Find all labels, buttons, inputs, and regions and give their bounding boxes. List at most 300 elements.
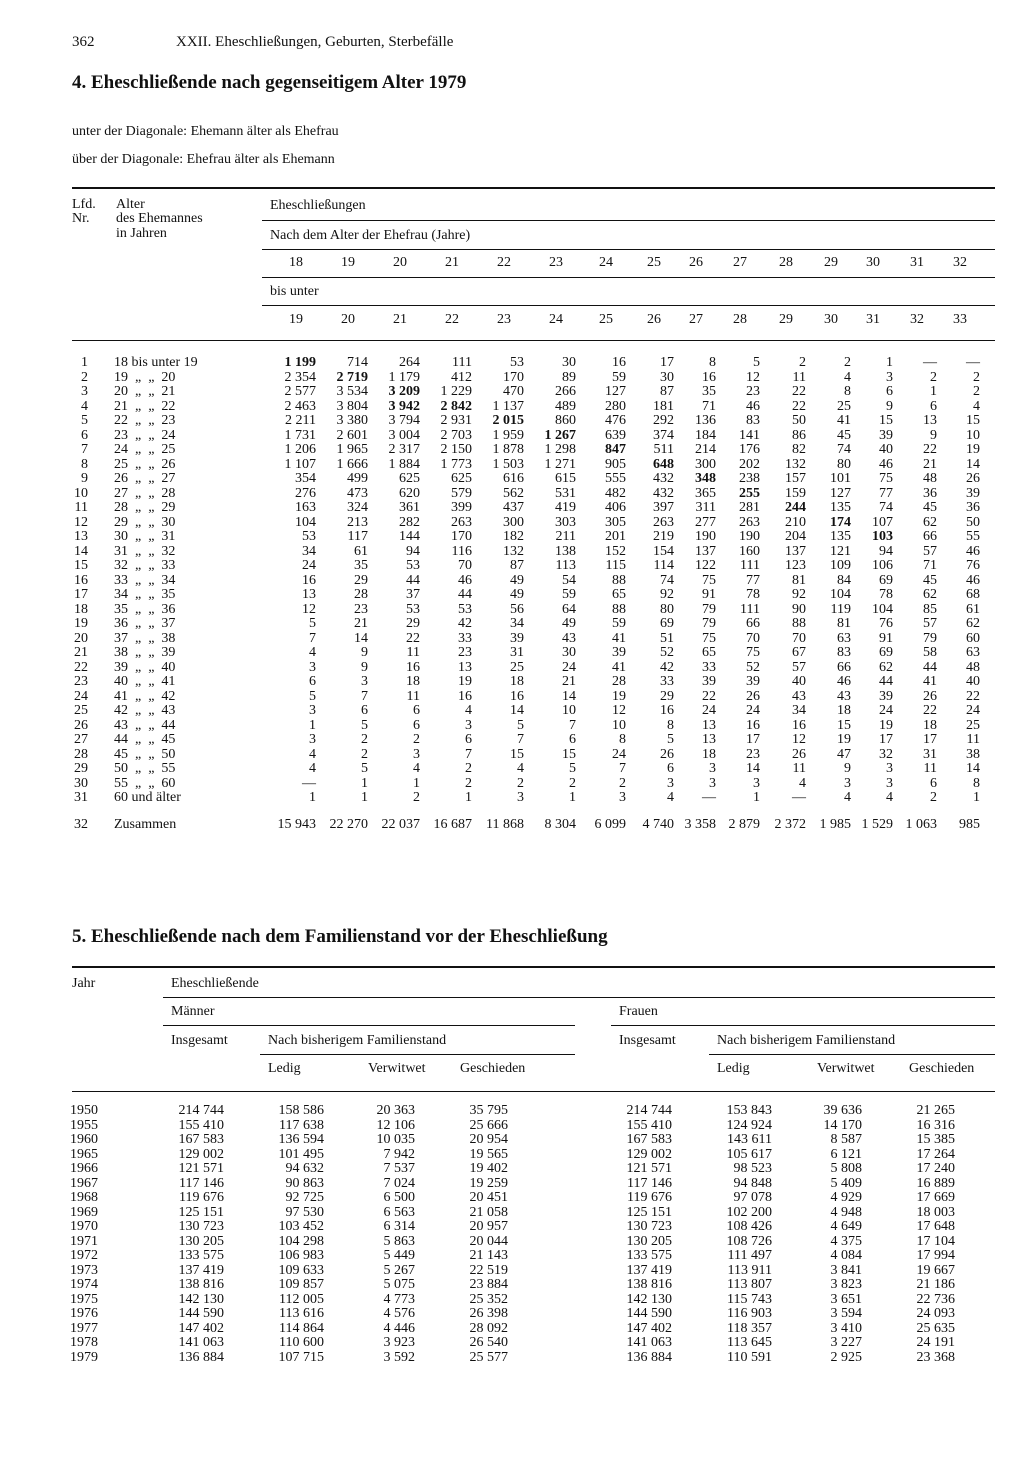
table4-cell: 14 (510, 703, 524, 718)
table4-cell: 45 (923, 572, 937, 588)
table4-row-age: 36 „ „ 37 (114, 616, 176, 631)
table4-cell: 116 (451, 543, 472, 559)
table4-head-bottom-rule (72, 340, 995, 341)
table4-row-age: 39 „ „ 40 (114, 659, 176, 675)
table4-cell: 10 (612, 717, 626, 733)
table4-row-nr: 25 (74, 703, 88, 718)
table4-cell: 33 (660, 674, 674, 689)
table4-cell: 6 (465, 732, 472, 747)
table4-cell: 113 (555, 558, 576, 573)
table4-cell: 419 (555, 500, 576, 515)
table4-cell: 16 (792, 717, 806, 733)
table4-cell: 92 (792, 587, 806, 602)
table4-cell: 78 (746, 587, 760, 602)
table5-head-jahr: Jahr (72, 976, 96, 991)
table4-cell: 1 (309, 790, 316, 805)
table5-row-year: 1977 (70, 1320, 98, 1336)
table4-cell: 5 (517, 717, 524, 733)
table4-cell: 4 (973, 398, 980, 414)
table5-cell-f: 108 726 (726, 1233, 772, 1249)
table4-cell: 67 (792, 645, 806, 660)
table4-row-age: 18 bis unter 19 (114, 355, 198, 370)
table4-cell: 123 (785, 558, 806, 573)
table5-cell-m: 130 723 (178, 1219, 224, 1234)
table4-cell: 104 (830, 587, 851, 602)
table4-cell: 24 (746, 703, 760, 718)
table4-age-from-cell: 27 (733, 255, 747, 270)
table4-cell: 79 (702, 616, 716, 631)
table4-row-nr: 23 (74, 674, 88, 689)
table4-cell: 26 (792, 746, 806, 762)
table5-cell-f: 17 264 (916, 1146, 955, 1162)
table4-cell: 25 (966, 717, 980, 733)
table4-cell: 62 (966, 616, 980, 631)
table4-cell: 53 (302, 529, 316, 544)
table4-cell: 184 (695, 427, 716, 443)
table4-cell: 82 (792, 442, 806, 457)
table4-cell: 6 (569, 732, 576, 747)
table5-cell-f: 143 611 (727, 1132, 772, 1147)
table4-cell: 210 (785, 514, 806, 530)
table4-cell: 23 (354, 601, 368, 617)
table5-cell-m: 114 864 (279, 1320, 324, 1336)
table4-head-group: Eheschließungen (270, 198, 366, 213)
table5-cell-m: 5 863 (383, 1233, 415, 1249)
table5-cell-f: 14 170 (823, 1117, 862, 1133)
table4-cell: 16 (302, 572, 316, 588)
table4-cell: 78 (879, 587, 893, 602)
table4-cell: 276 (295, 485, 316, 501)
table4-cell: 190 (695, 529, 716, 544)
table4-row-age: 19 „ „ 20 (114, 369, 176, 385)
table4-cell: 470 (503, 384, 524, 399)
table4-cell: 3 (361, 674, 368, 689)
table4-cell: 14 (354, 630, 368, 646)
table5-cell-m: 167 583 (178, 1132, 224, 1147)
table4-cell: 311 (695, 500, 716, 515)
table4-cell: 25 (837, 398, 851, 414)
table4-head-bis-unter: bis unter (270, 284, 319, 299)
table4-cell: 19 (458, 674, 472, 689)
table4-cell: 107 (872, 514, 893, 530)
table4-cell: 45 (923, 500, 937, 515)
table4-cell: 2 (844, 355, 851, 370)
table4-cell: 214 (695, 442, 716, 457)
table4-cell: 213 (347, 514, 368, 530)
table5-row-year: 1976 (70, 1306, 98, 1321)
table4-cell: 101 (830, 471, 851, 486)
table4-cell: 70 (792, 630, 806, 646)
table4-rule-1 (262, 220, 995, 221)
table4-row-nr: 24 (74, 688, 88, 704)
table4-cell: 847 (605, 442, 626, 457)
table4-cell: 48 (966, 659, 980, 675)
table4-row-nr: 22 (74, 659, 88, 675)
table5-rule-1 (163, 997, 995, 998)
table4-cell: 12 (302, 601, 316, 617)
table5-cell-f: 3 410 (830, 1320, 862, 1336)
table4-cell: 87 (510, 558, 524, 573)
table5-cell-m: 144 590 (178, 1306, 224, 1321)
table4-age-from-cell: 18 (289, 255, 303, 270)
table4-cell: 6 (413, 717, 420, 733)
table4-cell: 3 380 (336, 413, 368, 428)
table4-row-age: 25 „ „ 26 (114, 456, 176, 472)
table5-cell-m: 214 744 (178, 1103, 224, 1118)
table4-cell: 25 (510, 659, 524, 675)
table4-row-nr: 16 (74, 572, 88, 588)
table4-age-from-cell: 24 (599, 255, 613, 270)
table4-head-lfd: Lfd. (72, 197, 96, 212)
table4-cell: 4 (309, 761, 316, 776)
table4-cell: 94 (406, 543, 420, 559)
table4-cell: 57 (923, 543, 937, 559)
table4-cell: 616 (503, 471, 524, 486)
table4-cell: 16 (510, 688, 524, 704)
table4-cell: 26 (660, 746, 674, 762)
table5-cell-f: 17 669 (916, 1190, 955, 1205)
table4-cell: 2 354 (284, 369, 316, 385)
table5-cell-f: 39 636 (823, 1103, 862, 1118)
table4-cell: 3 (709, 775, 716, 791)
table4-cell: 28 (612, 674, 626, 689)
table4-head-alter-2: des Ehemannes (116, 211, 203, 226)
table4-age-from-cell: 19 (341, 255, 355, 270)
table5-cell-m: 142 130 (178, 1291, 224, 1307)
table4-cell: 6 (930, 775, 937, 791)
table4-cell: 2 (413, 790, 420, 805)
table4-total-cell: 4 740 (642, 817, 674, 832)
table4-cell: 7 (361, 688, 368, 704)
table5-cell-m: 25 352 (469, 1291, 508, 1307)
table5-head-nach-m: Nach bisherigem Familienstand (268, 1033, 447, 1048)
table4-cell: 1 (465, 790, 472, 805)
table4-cell: 46 (966, 572, 980, 588)
table5-head-insgesamt-m: Insgesamt (171, 1033, 228, 1048)
table4-row-nr: 6 (81, 427, 88, 443)
table4-cell: 263 (739, 514, 760, 530)
table4-cell: 70 (458, 558, 472, 573)
table5-cell-f: 125 151 (626, 1204, 672, 1220)
table4-cell: 40 (792, 674, 806, 689)
table4-cell: 489 (555, 398, 576, 414)
table4-total-cell: 2 372 (774, 817, 806, 832)
table5-row-year: 1979 (70, 1349, 98, 1365)
table5-row-year: 1969 (70, 1204, 98, 1220)
table5-cell-m: 158 586 (278, 1103, 324, 1118)
table4-cell: 16 (660, 703, 674, 718)
table4-cell: 9 (886, 398, 893, 414)
table4-cell: 282 (399, 514, 420, 530)
table4-cell: 4 (799, 775, 806, 791)
table4-rule-4 (262, 305, 995, 306)
table4-total-cell: 11 868 (486, 817, 524, 832)
table4-cell: 5 (753, 355, 760, 370)
table4-cell: 83 (837, 645, 851, 660)
table4-note-below: unter der Diagonale: Ehemann älter als Ehefrau (72, 124, 339, 139)
table5-cell-f: 113 911 (727, 1262, 772, 1278)
table4-row-age: 20 „ „ 21 (114, 384, 176, 399)
table4-cell: 42 (458, 616, 472, 631)
table5-cell-m: 3 923 (383, 1335, 415, 1350)
table4-cell: 160 (739, 543, 760, 559)
table4-cell: 374 (653, 427, 674, 443)
table4-cell: 85 (923, 601, 937, 617)
table5-cell-m: 3 592 (383, 1349, 415, 1365)
table4-cell: — (923, 355, 937, 370)
table4-cell: 579 (451, 485, 472, 501)
table4-cell: 174 (830, 514, 851, 530)
table4-cell: — (302, 775, 316, 791)
table4-cell: 22 (792, 398, 806, 414)
table4-row-age: 33 „ „ 34 (114, 572, 176, 588)
table5-cell-m: 4 773 (383, 1291, 415, 1307)
table4-cell: 92 (660, 587, 674, 602)
table5-cell-m: 112 005 (279, 1291, 324, 1307)
table4-cell: 13 (702, 732, 716, 747)
table4-cell: 46 (966, 543, 980, 559)
table4-cell: 2 463 (284, 398, 316, 414)
table4-age-from-cell: 26 (689, 255, 703, 270)
table5-cell-f: 117 146 (627, 1175, 672, 1191)
table5-cell-m: 136 884 (178, 1349, 224, 1365)
table5-cell-f: 19 667 (916, 1262, 955, 1278)
table4-cell: 34 (792, 703, 806, 718)
table5-cell-f: 115 743 (727, 1291, 772, 1307)
table5-cell-m: 109 633 (278, 1262, 324, 1278)
table4-cell: 4 (844, 369, 851, 385)
table4-age-to-cell: 21 (393, 312, 407, 327)
table4-cell: 8 (844, 384, 851, 399)
table5-cell-f: 21 265 (916, 1103, 955, 1118)
table5-cell-f: 17 104 (916, 1233, 955, 1249)
table4-cell: 33 (702, 659, 716, 675)
table4-cell: 59 (562, 587, 576, 602)
table4-cell: 77 (746, 572, 760, 588)
table5-cell-m: 26 398 (469, 1306, 508, 1321)
table4-cell: 91 (702, 587, 716, 602)
table4-cell: 74 (879, 500, 893, 515)
table4-row-age: 22 „ „ 23 (114, 413, 176, 428)
table5-cell-m: 133 575 (178, 1248, 224, 1263)
table5-cell-m: 20 954 (469, 1132, 508, 1147)
table4-row-nr: 21 (74, 645, 88, 660)
table4-cell: 18 (510, 674, 524, 689)
table4-cell: 51 (660, 630, 674, 646)
table4-cell: 49 (510, 587, 524, 602)
table4-cell: 49 (510, 572, 524, 588)
table4-cell: 48 (923, 471, 937, 486)
table4-row-age: 55 „ „ 60 (114, 775, 176, 791)
table4-title: 4. Eheschließende nach gegenseitigem Alter 1979 (72, 72, 467, 93)
table5-cell-f: 130 205 (626, 1233, 672, 1249)
table5-cell-f: 110 591 (727, 1349, 772, 1365)
table4-cell: 74 (660, 572, 674, 588)
table4-cell: 30 (562, 645, 576, 660)
table4-cell: 3 (309, 732, 316, 747)
table4-cell: 22 (406, 630, 420, 646)
table5-cell-m: 35 795 (469, 1103, 508, 1118)
table4-age-to-cell: 22 (445, 312, 459, 327)
table4-cell: 41 (837, 413, 851, 428)
table4-cell: 144 (399, 529, 420, 544)
table5-cell-f: 3 823 (830, 1277, 862, 1292)
table4-cell: 2 719 (336, 369, 368, 385)
table4-age-to-cell: 26 (647, 312, 661, 327)
table4-cell: 1 965 (336, 442, 368, 457)
table4-cell: 141 (739, 427, 760, 443)
table4-cell: 43 (562, 630, 576, 646)
table5-cell-m: 7 942 (383, 1146, 415, 1162)
table4-cell: 2 (361, 732, 368, 747)
table4-cell: 94 (879, 543, 893, 559)
table4-cell: 17 (923, 732, 937, 747)
table4-cell: 60 (966, 630, 980, 646)
table4-cell: 12 (746, 369, 760, 385)
table4-cell: 44 (879, 674, 893, 689)
table4-row-age: 28 „ „ 29 (114, 500, 176, 515)
table4-age-from-cell: 23 (549, 255, 563, 270)
table4-cell: 74 (837, 442, 851, 457)
table4-cell: 3 (309, 703, 316, 718)
table5-row-year: 1955 (70, 1117, 98, 1133)
table4-cell: 176 (739, 442, 760, 457)
table4-cell: 88 (612, 572, 626, 588)
table4-cell: 9 (844, 761, 851, 776)
table5-cell-m: 26 540 (469, 1335, 508, 1350)
table4-cell: 3 (844, 775, 851, 791)
table4-cell: 87 (660, 384, 674, 399)
table4-cell: 81 (792, 572, 806, 588)
table4-row-age: 37 „ „ 38 (114, 630, 176, 646)
table4-cell: 64 (562, 601, 576, 617)
table4-cell: 47 (837, 746, 851, 762)
table4-cell: 26 (746, 688, 760, 704)
table5-row-year: 1967 (70, 1175, 98, 1191)
table4-cell: 4 (413, 761, 420, 776)
table4-cell: 75 (879, 471, 893, 486)
table4-cell: 111 (740, 558, 760, 573)
table4-cell: 4 (886, 790, 893, 805)
table4-cell: 303 (555, 514, 576, 530)
table5-cell-m: 130 205 (178, 1233, 224, 1249)
table4-age-from-cell: 30 (866, 255, 880, 270)
running-head: XXII. Eheschließungen, Geburten, Sterbefälle (176, 34, 454, 50)
table4-cell: 43 (792, 688, 806, 704)
table4-cell: 39 (879, 427, 893, 443)
table4-cell: 11 (966, 732, 980, 747)
table4-cell: 76 (879, 616, 893, 631)
table4-cell: 1 (753, 790, 760, 805)
table4-cell: 13 (302, 587, 316, 602)
table5-cell-m: 141 063 (178, 1335, 224, 1350)
table5-head-insgesamt-f: Insgesamt (619, 1033, 676, 1048)
table4-cell: 531 (555, 485, 576, 501)
table5-cell-m: 6 500 (383, 1190, 415, 1205)
table4-row-age: 34 „ „ 35 (114, 587, 176, 602)
table4-cell: 137 (785, 543, 806, 559)
table4-total-cell: 1 985 (819, 817, 851, 832)
table5-title: 5. Eheschließende nach dem Familienstand vor der Eheschließung (72, 926, 608, 947)
table4-cell: 41 (612, 630, 626, 646)
table4-cell: 190 (739, 529, 760, 544)
table4-row-nr: 31 (74, 790, 88, 805)
table5-cell-f: 155 410 (626, 1117, 672, 1133)
table4-cell: 29 (406, 616, 420, 631)
table4-cell: 1 (886, 355, 893, 370)
table4-cell: 53 (406, 601, 420, 617)
table5-cell-f: 113 807 (727, 1277, 772, 1292)
table4-cell: 3 (886, 369, 893, 385)
table4-cell: 2 (973, 369, 980, 385)
table4-cell: 66 (837, 659, 851, 675)
table5-cell-m: 109 857 (278, 1277, 324, 1292)
table4-head-sub: Nach dem Alter der Ehefrau (Jahre) (270, 228, 471, 243)
table4-cell: 154 (653, 543, 674, 559)
table4-cell: 7 (309, 630, 316, 646)
table4-cell: 18 (837, 703, 851, 718)
table4-cell: 42 (660, 659, 674, 675)
table4-head-alter-3: in Jahren (116, 226, 167, 241)
table4-cell: 2 (973, 384, 980, 399)
table4-cell: 63 (966, 645, 980, 660)
table5-cell-m: 5 449 (383, 1248, 415, 1263)
table4-total-cell: 22 037 (381, 817, 420, 832)
table4-cell: 511 (653, 442, 674, 457)
table4-cell: 44 (458, 587, 472, 602)
table5-cell-f: 17 240 (916, 1161, 955, 1176)
table5-cell-f: 3 594 (830, 1306, 862, 1321)
table4-cell: 3 (309, 659, 316, 675)
table4-cell: 80 (837, 456, 851, 472)
table4-cell: 2 (465, 775, 472, 791)
table4-cell: 39 (879, 688, 893, 704)
table4-cell: 170 (503, 369, 524, 385)
table4-cell: 32 (879, 746, 893, 762)
table4-cell: 21 (923, 456, 937, 472)
table4-cell: 5 (667, 732, 674, 747)
table5-cell-m: 106 983 (278, 1248, 324, 1263)
table5-row-year: 1965 (70, 1146, 98, 1162)
table4-age-to-cell: 23 (497, 312, 511, 327)
table4-cell: 1 (569, 790, 576, 805)
table4-cell: 7 (517, 732, 524, 747)
table4-cell: 26 (966, 471, 980, 486)
table4-cell: 9 (361, 645, 368, 660)
table4-total-cell: 6 099 (594, 817, 626, 832)
table4-cell: 46 (746, 398, 760, 414)
table4-row-age: 23 „ „ 24 (114, 427, 176, 443)
table4-cell: 91 (879, 630, 893, 646)
table4-cell: 14 (562, 688, 576, 704)
table4-cell: 33 (458, 630, 472, 646)
table4-cell: 6 (413, 703, 420, 718)
table4-cell: 121 (830, 543, 851, 559)
table4-cell: 55 (966, 529, 980, 544)
table4-cell: 39 (612, 645, 626, 660)
table5-cell-m: 19 565 (469, 1146, 508, 1162)
table4-cell: 482 (605, 485, 626, 501)
table4-cell: 59 (612, 369, 626, 385)
table4-cell: 66 (746, 616, 760, 631)
table4-row-nr: 8 (81, 456, 88, 472)
table5-rule-nach-m (260, 1054, 575, 1055)
table4-total-cell: 22 270 (329, 817, 368, 832)
table4-cell: 17 (660, 355, 674, 370)
table5-head-geschieden-f: Geschieden (909, 1061, 975, 1076)
table4-cell: 19 (612, 688, 626, 704)
table5-cell-m: 20 451 (469, 1190, 508, 1205)
